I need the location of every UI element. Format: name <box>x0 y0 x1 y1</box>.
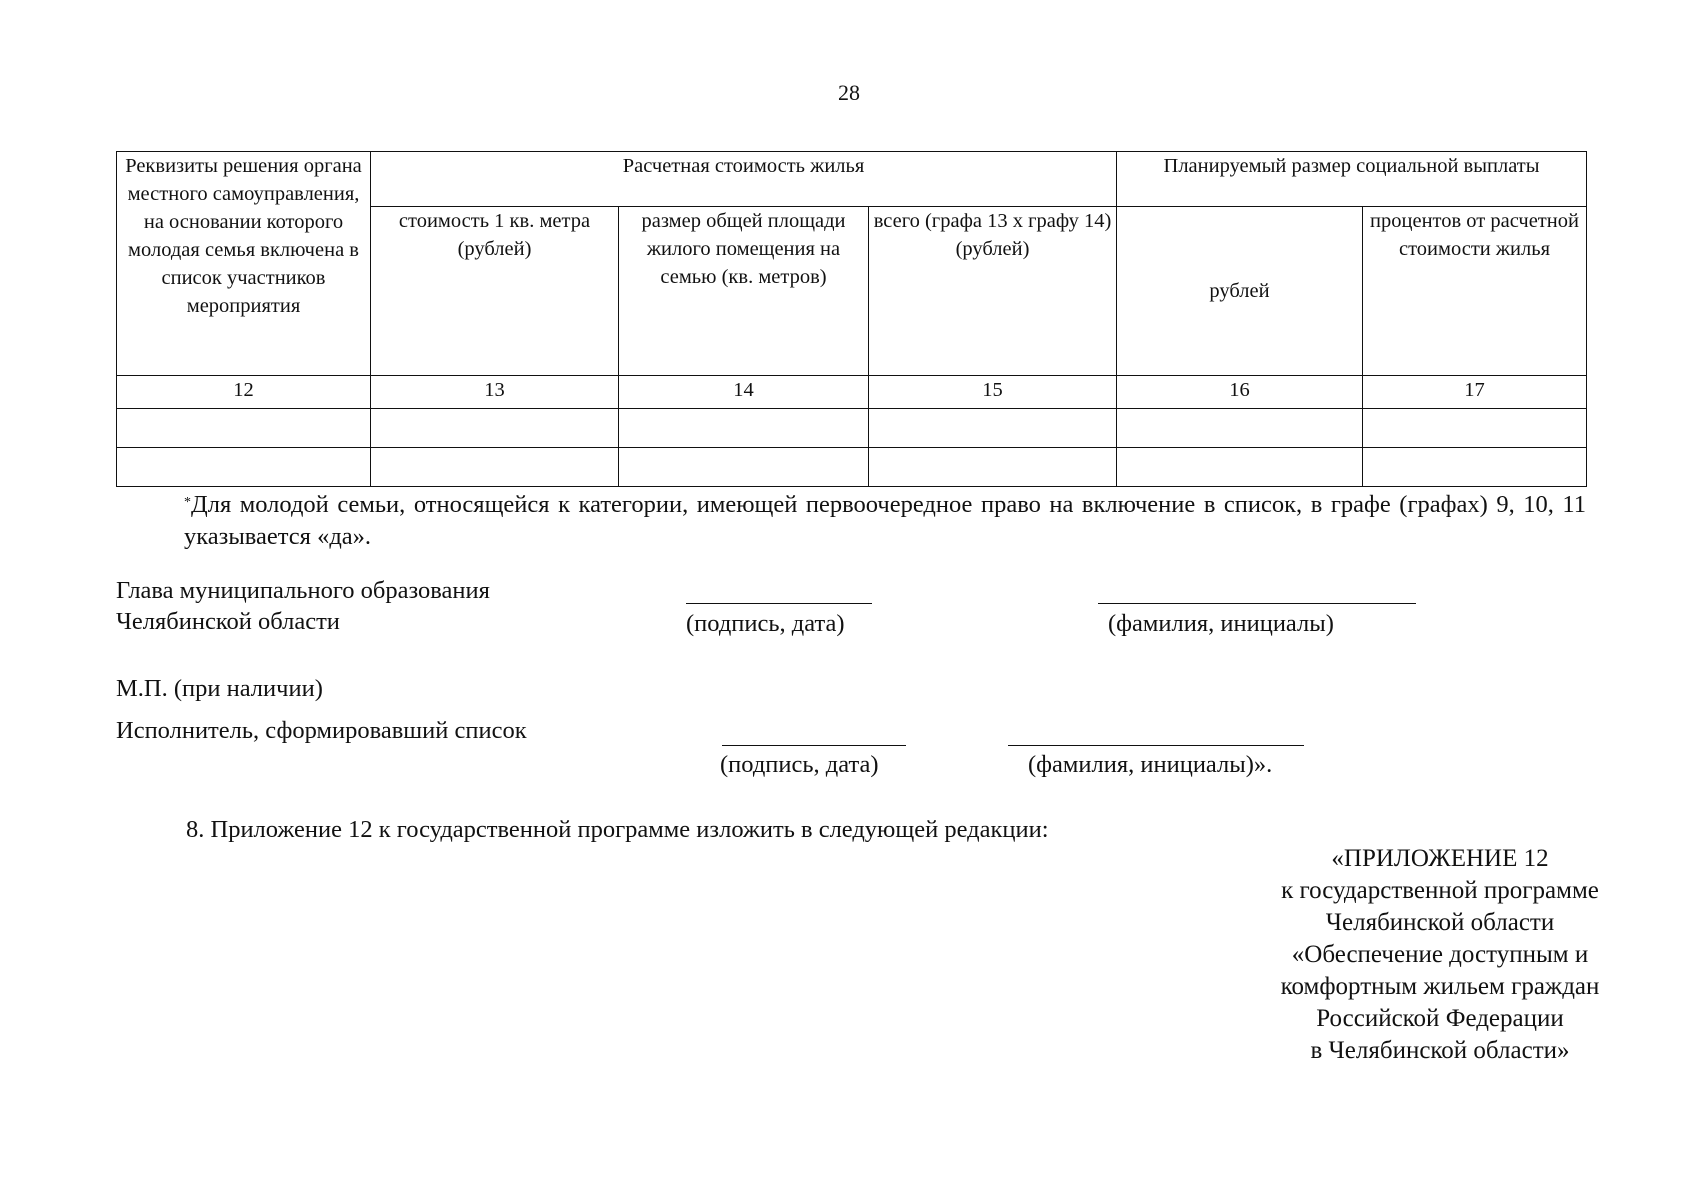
empty-cell <box>1117 409 1363 448</box>
empty-cell <box>619 448 869 487</box>
header-cost-per-sqm: стоимость 1 кв. метра (рублей) <box>371 207 619 376</box>
appendix-12-header <box>1140 843 1698 1067</box>
header-group-housing-cost: Расчетная стоимость жилья <box>371 152 1117 207</box>
header-payment-percent: процентов от расчетной стоимости жилья <box>1363 207 1587 376</box>
empty-cell <box>1363 409 1587 448</box>
appendix-line: комфортным жильем граждан <box>1280 973 1600 1000</box>
header-payment-rubles: рублей <box>1117 207 1363 376</box>
executor-label: Исполнитель, сформировавший список <box>116 717 527 744</box>
head-title-line1: Глава муниципального образования <box>116 577 490 604</box>
empty-cell <box>869 448 1117 487</box>
appendix-line: Российской Федерации <box>1316 1005 1564 1032</box>
sign-date-label-2: (подпись, дата) <box>720 751 879 778</box>
appendix-title: «ПРИЛОЖЕНИЕ 12 <box>1331 845 1549 872</box>
appendix-line: в Челябинской области» <box>1310 1037 1570 1064</box>
column-number: 13 <box>371 376 619 409</box>
stamp-note: М.П. (при наличии) <box>116 675 323 702</box>
appendix-line: Челябинской области <box>1325 909 1555 936</box>
header-total-area: размер общей площади жилого помещения на семью (кв. метров) <box>619 207 869 376</box>
empty-cell <box>117 448 371 487</box>
table-row <box>117 409 1587 448</box>
column-number: 14 <box>619 376 869 409</box>
head-title-line2: Челябинской области <box>116 608 340 635</box>
table-row <box>117 448 1587 487</box>
column-number: 17 <box>1363 376 1587 409</box>
name-initials-label-2: (фамилия, инициалы)». <box>1028 751 1273 778</box>
column-number: 12 <box>117 376 371 409</box>
footnote-marker: * <box>184 495 191 510</box>
empty-cell <box>117 409 371 448</box>
empty-cell <box>619 409 869 448</box>
page-number: 28 <box>838 80 860 105</box>
family-list-table <box>116 151 1587 487</box>
header-col-12-decision-details: Реквизиты решения органа местного самоуправления, на основании которого молодая семья включена в список участников мероприятия <box>117 152 371 376</box>
name-initials-label-1: (фамилия, инициалы) <box>1108 610 1334 637</box>
name-line <box>1008 745 1304 746</box>
footnote <box>116 489 1586 553</box>
column-numbers-row <box>117 376 1587 409</box>
sign-date-label-1: (подпись, дата) <box>686 610 845 637</box>
paragraph-8: 8. Приложение 12 к государственной программе изложить в следующей редакции: <box>186 816 1049 843</box>
column-number: 15 <box>869 376 1117 409</box>
signature-line <box>686 603 872 604</box>
column-number: 16 <box>1117 376 1363 409</box>
name-line <box>1098 603 1416 604</box>
empty-cell <box>1363 448 1587 487</box>
empty-cell <box>371 448 619 487</box>
footnote-text: Для молодой семьи, относящейся к категории, имеющей первоочередное право на включение в список, в графе (графах) 9, 10, 11 указывается «да». <box>184 491 1586 550</box>
empty-cell <box>869 409 1117 448</box>
empty-cell <box>1117 448 1363 487</box>
signature-line <box>722 745 906 746</box>
appendix-line: «Обеспечение доступным и <box>1291 941 1589 968</box>
appendix-line: к государственной программе <box>1281 877 1599 904</box>
header-group-social-payment: Планируемый размер социальной выплаты <box>1117 152 1587 207</box>
empty-cell <box>371 409 619 448</box>
header-total-cost: всего (графа 13 х графу 14) (рублей) <box>869 207 1117 376</box>
